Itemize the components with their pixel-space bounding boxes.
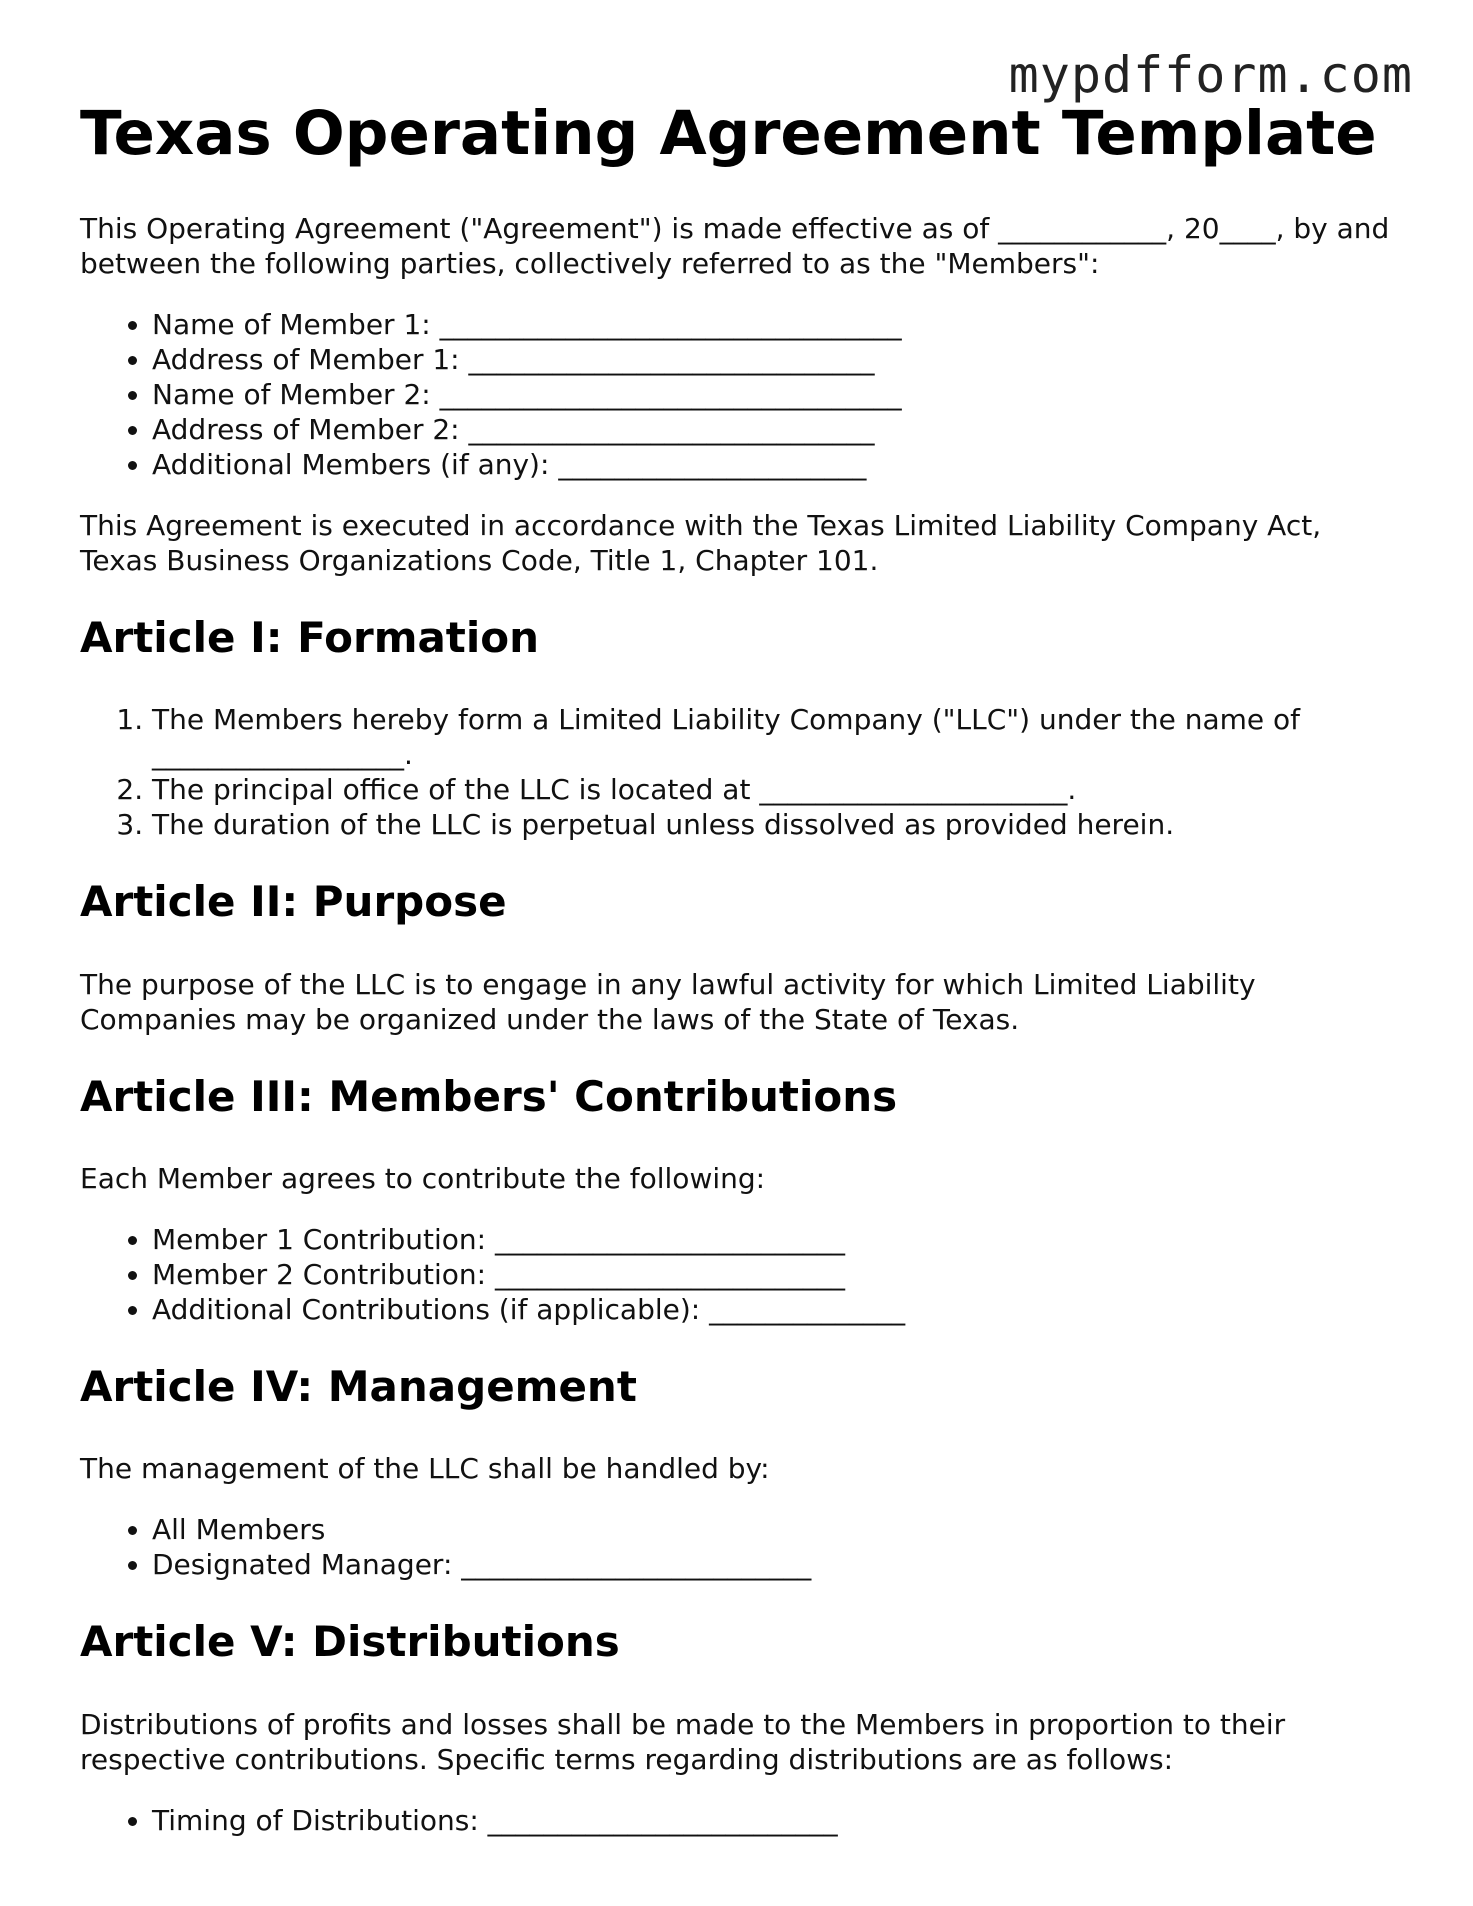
- article-1-item: 3. The duration of the LLC is perpetual unless dissolved as provided herein.: [152, 807, 1400, 842]
- member-fields-list: [80, 307, 1400, 482]
- watermark: mypdfform.com: [1008, 46, 1413, 104]
- article-3-heading: Article III: Members' Contributions: [80, 1071, 898, 1121]
- member-2-address-field: • Address of Member 2: _____________________________: [152, 412, 1400, 447]
- article-1-list: [80, 702, 1400, 842]
- article-1-item: 2. The principal office of the LLC is located at ______________________.: [152, 772, 1400, 807]
- article-2-heading: Article II: Purpose: [80, 877, 507, 927]
- article-5-heading: Article V: Distributions: [80, 1617, 620, 1667]
- article-4-list: [80, 1512, 1400, 1582]
- article-1-heading: Article I: Formation: [80, 613, 540, 663]
- article-4-heading: Article IV: Management: [80, 1361, 637, 1411]
- article-4-intro: The management of the LLC shall be handled by:: [80, 1452, 770, 1486]
- intro-paragraph: This Operating Agreement ("Agreement") is made effective as of ____________, 20____, by and between the following parties, collectively referred to as the "Members":: [80, 212, 1390, 281]
- member-2-name-field: • Name of Member 2: _________________________________: [152, 377, 1400, 412]
- member-1-name-field: • Name of Member 1: _________________________________: [152, 307, 1400, 342]
- article-3-intro: Each Member agrees to contribute the following:: [80, 1161, 766, 1195]
- execution-note: This Agreement is executed in accordance with the Texas Limited Liability Company Act, Texas Business Organizations Code, Title 1, Chapter 101.: [80, 509, 1322, 578]
- article-3-item: • Member 1 Contribution: _________________________: [152, 1222, 1400, 1257]
- article-4-item: • All Members: [152, 1512, 1400, 1547]
- article-3-item: • Member 2 Contribution: _________________________: [152, 1257, 1400, 1292]
- document-title: Texas Operating Agreement Template: [80, 98, 1377, 169]
- article-5-intro: Distributions of profits and losses shall be made to the Members in proportion to their respective contributions. Specific terms regarding distributions are as follows:: [80, 1707, 1286, 1776]
- document-page: [80, 100, 1400, 1864]
- article-3-list: [80, 1222, 1400, 1327]
- member-1-address-field: • Address of Member 1: _____________________________: [152, 342, 1400, 377]
- article-1-item: 1. The Members hereby form a Limited Liability Company ("LLC") under the name of __________________.: [152, 702, 1400, 772]
- article-5-list: [80, 1803, 1400, 1838]
- article-2-text: The purpose of the LLC is to engage in any lawful activity for which Limited Liability Companies may be organized under the laws of the State of Texas.: [80, 967, 1256, 1036]
- article-3-item: • Additional Contributions (if applicable): ______________: [152, 1292, 1400, 1327]
- additional-members-field: • Additional Members (if any): ______________________: [152, 447, 1400, 482]
- article-4-item: • Designated Manager: _________________________: [152, 1547, 1400, 1582]
- article-5-item: • Timing of Distributions: _________________________: [152, 1803, 1400, 1838]
